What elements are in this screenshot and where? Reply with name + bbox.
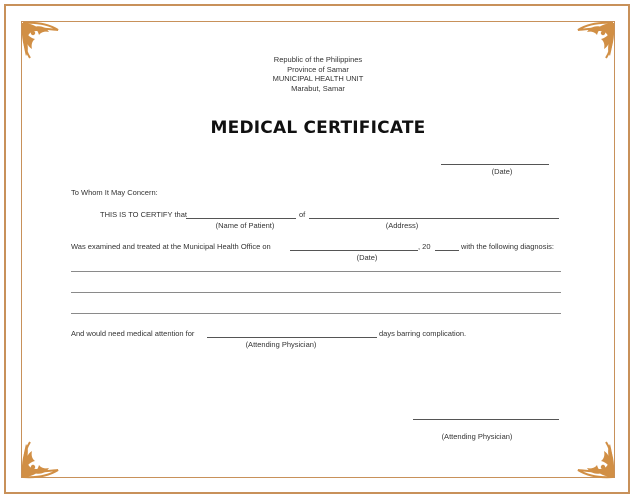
diagnosis-line[interactable] [71,292,561,293]
corner-ornament-bottom-right [564,428,616,480]
examined-date-line[interactable] [290,250,418,251]
header-municipality: Marabut, Samar [291,83,345,93]
examined-year-prefix: , 20 [418,242,431,251]
flourish-icon [20,428,72,480]
issuer-header [0,55,636,93]
date-caption: (Date) [491,167,513,176]
certify-of: of [299,210,306,219]
attention-prefix: And would need medical attention for [71,329,195,338]
year-line[interactable] [435,250,459,251]
corner-ornament-bottom-left [20,428,72,480]
patient-name-line[interactable] [186,218,296,219]
diagnosis-line[interactable] [71,313,561,314]
document-title: MEDICAL CERTIFICATE [210,118,426,138]
patient-name-caption: (Name of Patient) [215,221,275,230]
diagnosis-line[interactable] [71,271,561,272]
header-province: Province of Samar [287,64,349,74]
header-republic: Republic of the Philippines [273,55,363,64]
flourish-icon [564,428,616,480]
examined-prefix: Was examined and treated at the Municipal Health Office on [71,242,271,251]
attention-suffix: days barring complication. [379,329,467,338]
signature-caption: (Attending Physician) [441,432,513,441]
signature-line[interactable] [413,419,559,420]
header-unit: MUNICIPAL HEALTH UNIT [272,74,364,83]
date-line[interactable] [441,164,549,165]
certify-prefix: THIS IS TO CERTIFY that [100,210,187,219]
salutation: To Whom It May Concern: [71,188,158,197]
address-caption: (Address) [385,221,419,230]
attention-caption: (Attending Physician) [245,340,317,349]
examined-suffix: with the following diagnosis: [461,242,554,251]
examined-date-caption: (Date) [356,253,378,262]
address-line[interactable] [309,218,559,219]
attention-days-line[interactable] [207,337,377,338]
